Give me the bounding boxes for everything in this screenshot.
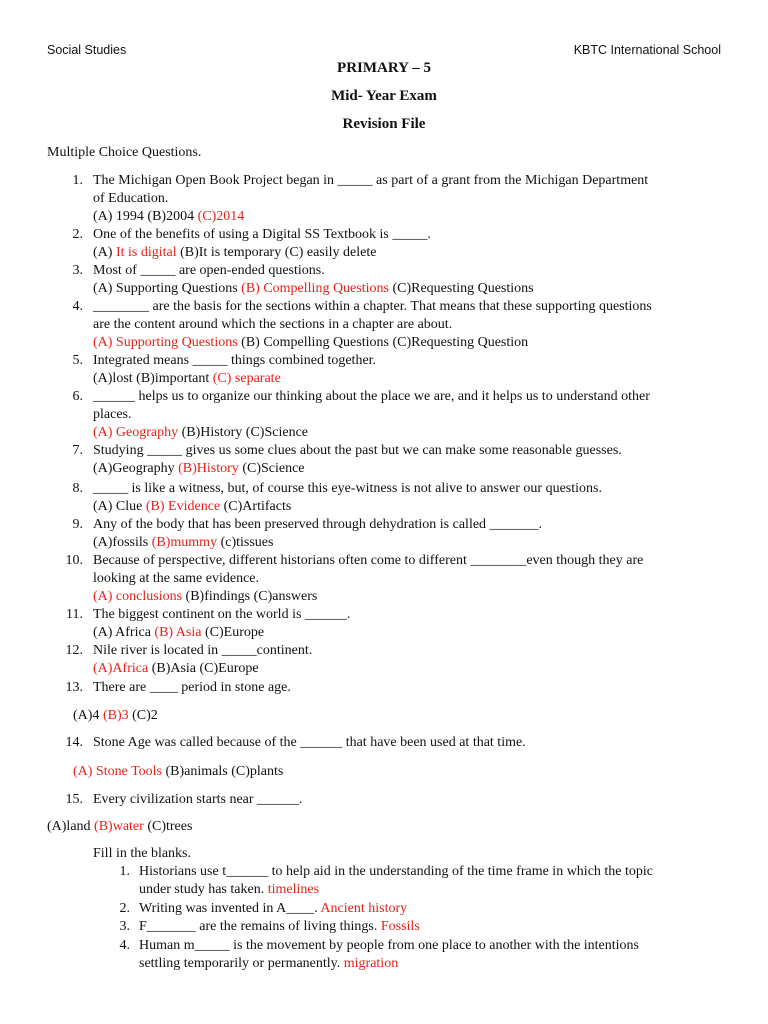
question-text: The biggest continent on the world is ______. [93,607,351,622]
correct-answer: (B) Asia [154,625,202,640]
question-text: Stone Age was called because of the ______ that have been used at that time. [93,735,526,750]
question-number: 8. [72,481,83,496]
answer-options [93,424,308,442]
question-text: Most of _____ are open-ended questions. [93,263,325,278]
answer-options [93,370,281,388]
option-text: (C)Europe [201,625,265,640]
correct-answer: (B)water [94,819,144,834]
blank-text [139,937,639,955]
question-number: 15. [65,792,83,807]
answer-options [93,208,244,226]
blank-text [139,900,407,918]
question-number: 9. [72,517,83,532]
option-text: (C)Requesting Questions [388,281,534,296]
correct-answer: (B)mummy [151,535,218,550]
option-text: (B)History (C)Science [178,425,308,440]
answer-options [47,818,192,836]
blank-answer: Ancient history [320,901,408,916]
question-text: One of the benefits of using a Digital SS Textbook is _____. [93,227,431,242]
question-text: Every civilization starts near ______. [93,792,303,807]
correct-answer: (B)History [178,461,239,476]
answer-options [93,534,273,552]
correct-answer: (A) Supporting Questions [93,335,238,350]
blank-number: 1. [119,864,130,879]
question-number: 13. [65,680,83,695]
blank-text [139,881,319,899]
answer-options [93,498,291,516]
option-text: (A)lost (B)important [93,371,213,386]
blank-text [139,863,653,881]
option-text: (B) Compelling Questions (C)Requesting Question [237,335,529,350]
blank-number: 4. [119,938,130,953]
answer-options [93,460,305,478]
option-text: (A)4 [73,708,103,723]
correct-answer: (A) Geography [93,425,179,440]
correct-answer: (B) Compelling Questions [241,281,389,296]
answer-options [93,244,376,262]
question-text: places. [93,407,132,422]
option-text: (B)It is temporary (C) easily delete [176,245,377,260]
question-text: ______ helps us to organize our thinking about the place we are, and it helps us to understand other [93,389,650,404]
blank-answer: Fossils [380,919,420,934]
question-text: looking at the same evidence. [93,571,259,586]
blank-answer: timelines [267,882,320,897]
question-number: 5. [72,353,83,368]
mcq-heading: Multiple Choice Questions. [47,145,202,160]
question-text: Integrated means _____ things combined together. [93,353,377,368]
answer-options [73,763,283,781]
correct-answer: (B)3 [102,708,129,723]
question-text: Studying _____ gives us some clues about the past but we can make some reasonable guesses. [93,443,622,458]
title-primary: PRIMARY – 5 [337,60,431,76]
correct-answer: (C) separate [212,371,281,386]
option-text: (A) 1994 (B)2004 [93,209,198,224]
option-text: (A) Supporting Questions [93,281,242,296]
blank-line-text: settling temporarily or permanently. [139,956,344,971]
question-number: 2. [72,227,83,242]
correct-answer: It is digital [115,245,177,260]
option-text: (C)2 [128,708,158,723]
option-text: (A) [93,245,116,260]
question-text: The Michigan Open Book Project began in _____ as part of a grant from the Michigan Department [93,173,649,188]
correct-answer: (A) conclusions [93,589,183,604]
title-revision: Revision File [342,116,426,132]
question-number: 10. [65,553,83,568]
correct-answer: (C)2014 [197,209,245,224]
question-text: Nile river is located in _____continent. [93,643,313,658]
answer-options [73,707,158,725]
option-text: (A)fossils [93,535,152,550]
question-text: are the content around which the sections in a chapter are about. [93,317,453,332]
blank-line-text: Human m_____ is the movement by people from one place to another with the intentions [139,938,640,953]
answer-options [93,660,259,678]
question-text: Because of perspective, different historians often come to different ________even though they are [93,553,644,568]
option-text: (C)Artifacts [220,499,292,514]
question-text: There are ____ period in stone age. [93,680,291,695]
answer-options [93,624,264,642]
header-subject: Social Studies [47,43,127,57]
answer-options [93,280,534,298]
blank-number: 2. [119,901,130,916]
question-text: Any of the body that has been preserved through dehydration is called _______. [93,517,543,532]
header-school: KBTC International School [573,43,721,57]
option-text: (B)Asia (C)Europe [148,661,259,676]
option-text: (B)animals (C)plants [161,764,284,779]
fill-heading: Fill in the blanks. [93,846,191,861]
question-number: 1. [72,173,83,188]
answer-options [93,334,528,352]
question-number: 12. [65,643,83,658]
option-text: (A)land [47,819,95,834]
option-text: (A) Clue [93,499,146,514]
question-text: _____ is like a witness, but, of course this eye-witness is not alive to answer our questions. [93,481,602,496]
blank-line-text: under study has taken. [139,882,268,897]
question-number: 6. [72,389,83,404]
question-number: 14. [65,735,83,750]
correct-answer: (A)Africa [93,661,149,676]
option-text: (C)Science [238,461,305,476]
title-exam: Mid- Year Exam [331,88,437,104]
question-number: 3. [72,263,83,278]
blank-text [139,955,398,973]
option-text: (C)trees [143,819,193,834]
question-number: 7. [72,443,83,458]
correct-answer: (B) Evidence [145,499,221,514]
correct-answer: (A) Stone Tools [73,764,162,779]
blank-line-text: F_______ are the remains of living things. [139,919,381,934]
blank-number: 3. [119,919,130,934]
question-text: of Education. [93,191,169,206]
option-text: (B)findings (C)answers [182,589,318,604]
blank-line-text: Writing was invented in A____. [139,901,321,916]
blank-answer: migration [343,956,399,971]
option-text: (c)tissues [217,535,274,550]
question-number: 11. [66,607,83,622]
question-number: 4. [72,299,83,314]
option-text: (A)Geography [93,461,179,476]
blank-line-text: Historians use t______ to help aid in the understanding of the time frame in which the topic [139,864,654,879]
question-text: ________ are the basis for the sections within a chapter. That means that these supporting questions [93,299,652,314]
blank-text [139,918,420,936]
option-text: (A) Africa [93,625,155,640]
answer-options [93,588,317,606]
